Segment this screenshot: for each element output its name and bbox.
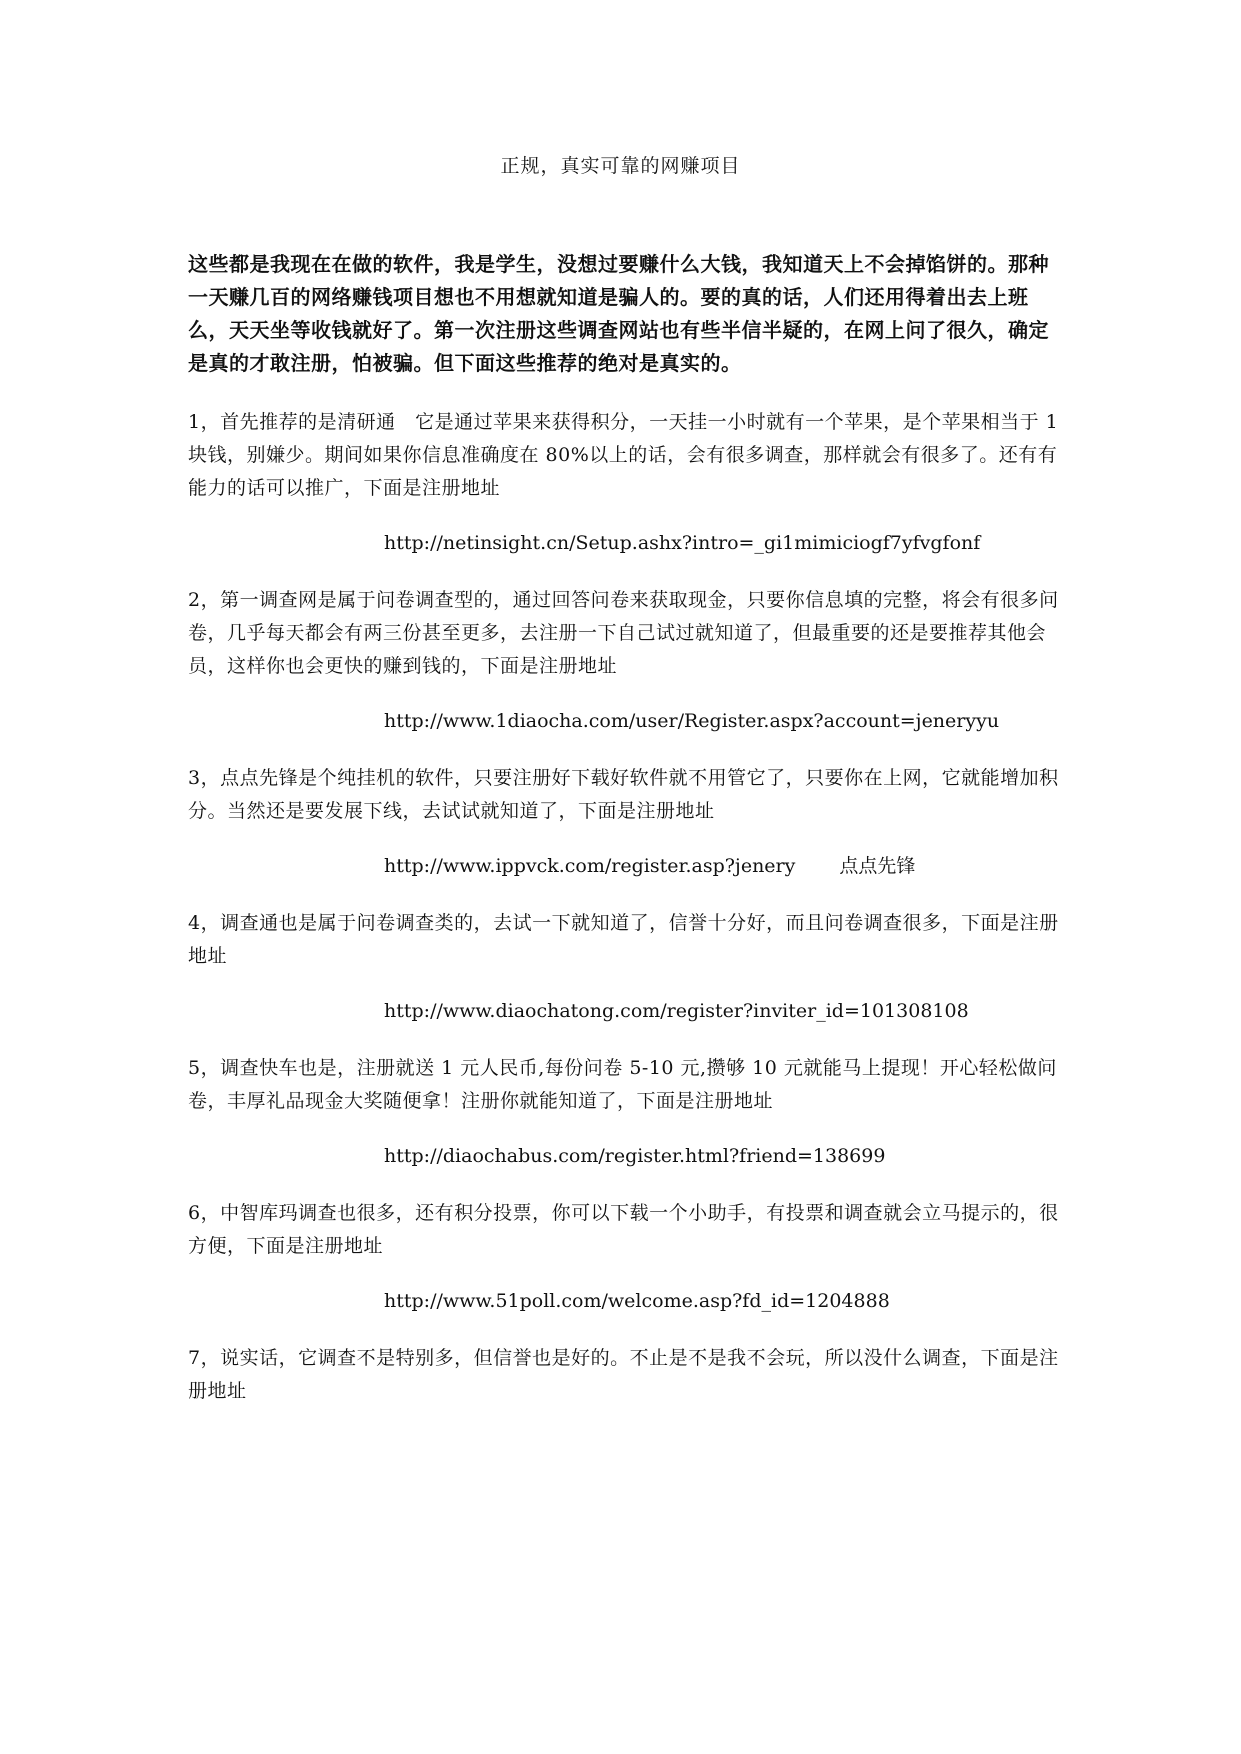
list-item [188, 762, 1060, 883]
item-1-url-text: http://netinsight.cn/Setup.ashx?intro=_gi1mimiciogf7yfvgfonf [384, 532, 981, 554]
item-7-text: 7，说实话，它调查不是特别多，但信誉也是好的。不止是不是我不会玩，所以没什么调查，下面是注册地址 [188, 1347, 1059, 1402]
item-2-url-text: http://www.1diaocha.com/user/Register.aspx?account=jeneryyu [384, 710, 1000, 732]
item-4-url-text: http://www.diaochatong.com/register?inviter_id=101308108 [384, 1000, 969, 1022]
list-item [188, 907, 1060, 1028]
list-item [188, 1342, 1060, 1408]
item-1-url [188, 527, 1060, 560]
item-2-url [188, 705, 1060, 738]
item-3-url-note: 点点先锋 [839, 855, 916, 877]
item-4-text: 4，调查通也是属于问卷调查类的，去试一下就知道了，信誉十分好，而且问卷调查很多，下面是注册地址 [188, 912, 1059, 967]
item-6-url [188, 1285, 1060, 1318]
item-2-text: 2，第一调查网是属于问卷调查型的，通过回答问卷来获取现金，只要你信息填的完整，将会有很多问卷，几乎每天都会有两三份甚至更多，去注册一下自己试过就知道了，但最重要的还是要推荐其他会员，这样你也会更快的赚到钱的，下面是注册地址 [188, 589, 1059, 677]
list-item [188, 1052, 1060, 1173]
item-6-url-text: http://www.51poll.com/welcome.asp?fd_id=1204888 [384, 1290, 890, 1312]
item-3-url [188, 850, 1060, 883]
document-body [188, 248, 1060, 1408]
document-title: 正规，真实可靠的网赚项目 [500, 155, 741, 177]
list-item [188, 406, 1060, 560]
item-6-text: 6，中智库玛调查也很多，还有积分投票，你可以下载一个小助手，有投票和调查就会立马提示的，很方便，下面是注册地址 [188, 1202, 1059, 1257]
item-5-url [188, 1140, 1060, 1173]
item-1-text: 1，首先推荐的是清研通 它是通过苹果来获得积分，一天挂一小时就有一个苹果，是个苹果相当于 1 块钱，别嫌少。期间如果你信息准确度在 80%以上的话，会有很多调查，那样就会有很多了。还有有能力的话可以推广，下面是注册地址 [188, 411, 1059, 499]
item-4-url [188, 995, 1060, 1028]
item-5-text: 5，调查快车也是，注册就送 1 元人民币,每份问卷 5-10 元,攒够 10 元就能马上提现！开心轻松做问卷，丰厚礼品现金大奖随便拿！注册你就能知道了，下面是注册地址 [188, 1057, 1057, 1112]
intro-paragraph: 这些都是我现在在做的软件，我是学生，没想过要赚什么大钱，我知道天上不会掉馅饼的。那种一天赚几百的网络赚钱项目想也不用想就知道是骗人的。要的真的话，人们还用得着出去上班么，天天坐等收钱就好了。第一次注册这些调查网站也有些半信半疑的，在网上问了很久，确定是真的才敢注册，怕被骗。但下面这些推荐的绝对是真实的。 [188, 252, 1049, 375]
list-item [188, 584, 1060, 738]
item-3-text: 3，点点先锋是个纯挂机的软件，只要注册好下载好软件就不用管它了，只要你在上网，它就能增加积分。当然还是要发展下线，去试试就知道了，下面是注册地址 [188, 767, 1059, 822]
item-3-url-text: http://www.ippvck.com/register.asp?jenery [384, 855, 796, 877]
item-5-url-text: http://diaochabus.com/register.html?friend=138699 [384, 1145, 886, 1167]
list-item [188, 1197, 1060, 1318]
